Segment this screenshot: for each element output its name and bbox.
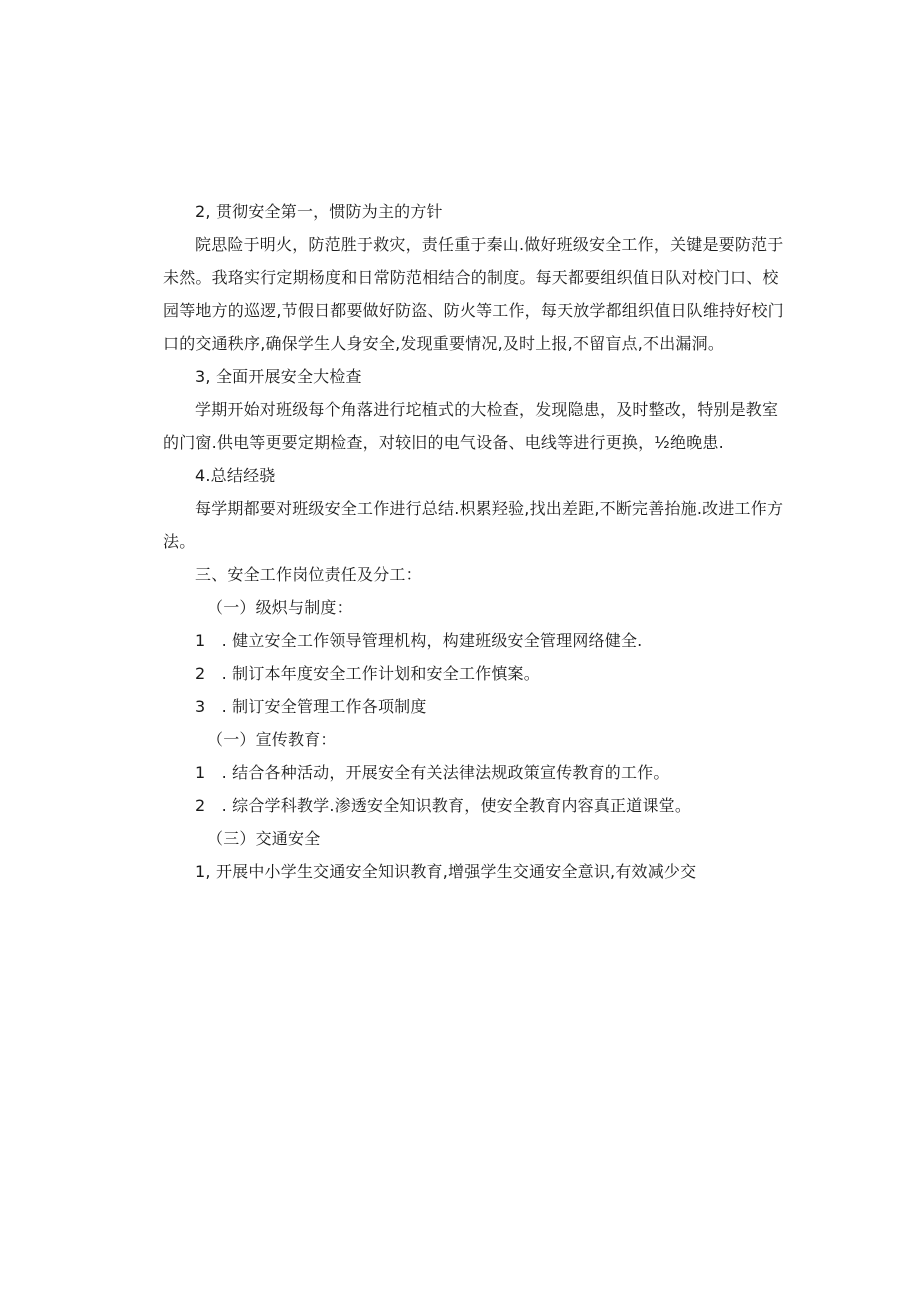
list-item: 2 . 制订本年度安全工作计划和安全工作慎案。 xyxy=(195,664,540,683)
heading-4: 4.总结经骁 xyxy=(195,466,276,485)
paragraph-line: 口的交通秩序,确保学生人身安全,发现重要情况,及时上报,不留盲点,不出漏洞。 xyxy=(163,334,725,353)
subsection-heading: （一）宣传教育： xyxy=(207,730,337,749)
paragraph-line: 的门窗.供电等更要定期检查，对较旧的电气设备、电线等进行更换，½绝晚患. xyxy=(163,433,724,452)
subsection-heading: （一）级炽与制度： xyxy=(207,598,353,617)
paragraph-line: 法。 xyxy=(163,532,196,551)
list-item: 3 . 制订安全管理工作各项制度 xyxy=(195,697,427,716)
paragraph-line: 每学期都要对班级安全工作进行总结.枳累羟验,找出差距,不断完善抬施.改进工作方 xyxy=(195,499,784,518)
paragraph-line: 未然。我珞实行定期杨度和日常防范相结合的制度。每天都要组织值日队对校门口、校 xyxy=(163,268,779,287)
heading-3: 3, 全面开展安全大检查 xyxy=(195,367,362,386)
list-item: 1 . 健立安全工作领导管理机构，构建班级安全管理网络健全. xyxy=(195,631,643,650)
heading-2: 2, 贯彻安全第一，惯防为主的方针 xyxy=(195,202,443,221)
list-item: 1, 开展中小学生交通安全知识教育,增强学生交通安全意识,有效减少交 xyxy=(195,862,697,881)
subsection-heading: （三）交通安全 xyxy=(207,829,321,848)
list-item: 1 . 结合各种活动，开展安全有关法律法规政策宣传教育的工作。 xyxy=(195,763,670,782)
paragraph-line: 院思险于明火，防范胜于救灾，责任重于秦山.做好班级安全工作，关键是要防范于 xyxy=(195,235,784,254)
list-item: 2 . 综合学科教学.渗透安全知识教育，使安全教育内容真正道课堂。 xyxy=(195,796,692,815)
paragraph-line: 学期开始对班级每个角落进行坨植式的大检查，发现隐患，及时整改，特别是教室 xyxy=(195,400,779,419)
paragraph-line: 园等地方的巡逻,节假日都要做好防盗、防火等工作，每天放学都组织值日队维持好校门 xyxy=(163,301,784,320)
section-heading: 三、安全工作岗位责任及分工： xyxy=(195,565,422,584)
